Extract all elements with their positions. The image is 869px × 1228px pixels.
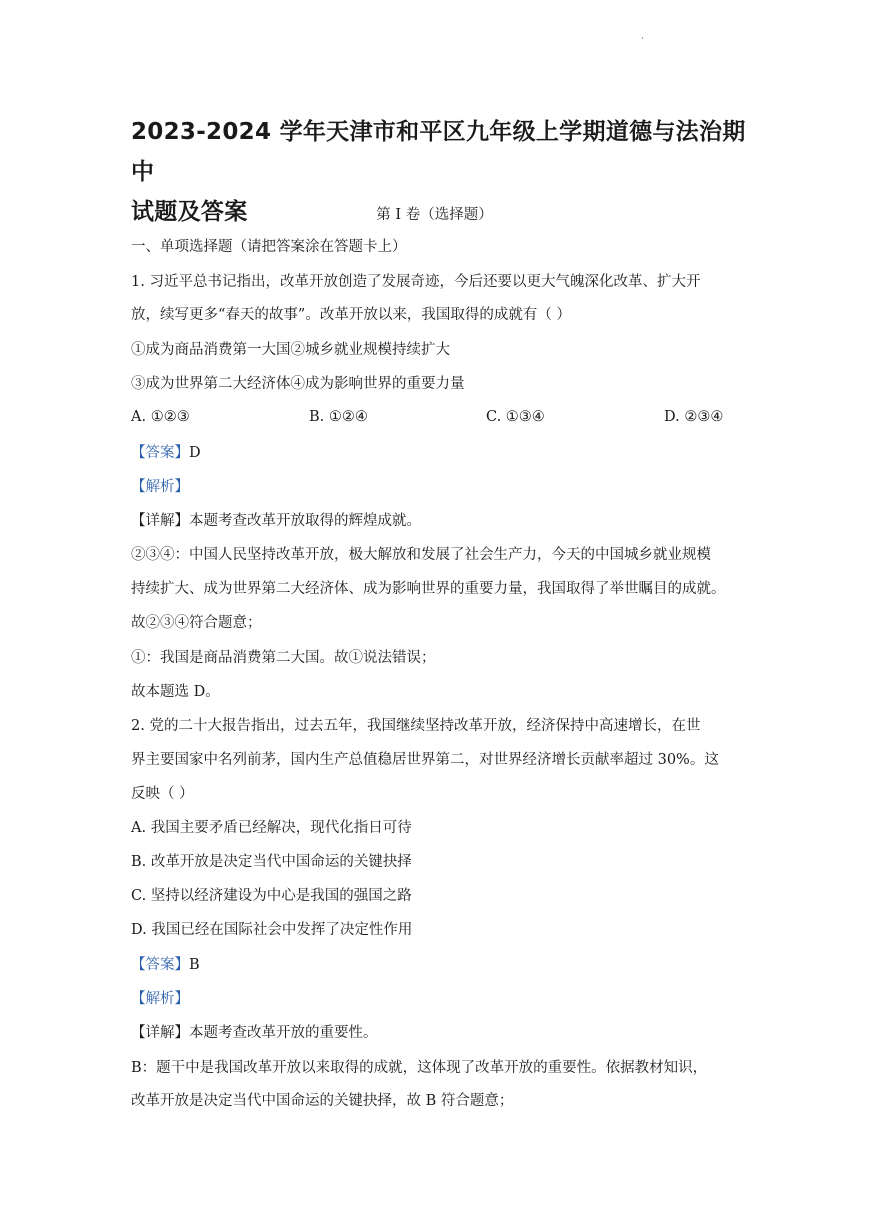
q2-answer — [131, 955, 741, 975]
q1-stem-line-2: 放，续写更多“春天的故事”。改革开放以来，我国取得的成就有（ ） — [131, 307, 571, 323]
q1-item-line-1: ①成为商品消费第一大国②城乡就业规模持续扩大 — [131, 342, 450, 358]
q1-answer-value: D — [189, 445, 201, 461]
q2-option-a: A. 我国主要矛盾已经解决，现代化指日可待 — [131, 820, 412, 836]
q2-detail: 【详解】本题考查改革开放的重要性。 — [131, 1025, 378, 1041]
q1-explanation-line-4: ①：我国是商品消费第二大国。故①说法错误； — [131, 650, 436, 666]
q2-explanation-line-1: B：题干中是我国改革开放以来取得的成就，这体现了改革开放的重要性。依据教材知识， — [131, 1060, 708, 1076]
header-dot: · — [641, 34, 644, 44]
q2-answer-value: B — [189, 957, 200, 973]
q2-answer-tag: 【答案】 — [131, 957, 189, 973]
q1-option-d: D. ②③④ — [664, 409, 724, 425]
section-heading: 第 I 卷（选择题） — [376, 207, 493, 223]
q2-option-b: B. 改革开放是决定当代中国命运的关键抉择 — [131, 854, 412, 870]
q2-option-c: C. 坚持以经济建设为中心是我国的强国之路 — [131, 888, 412, 904]
q2-stem-line-2: 界主要国家中名列前茅，国内生产总值稳居世界第二，对世界经济增长贡献率超过 30%。这 — [131, 752, 719, 768]
part-heading: 一、单项选择题（请把答案涂在答题卡上） — [131, 239, 407, 255]
q1-item-line-2: ③成为世界第二大经济体④成为影响世界的重要力量 — [131, 376, 465, 392]
title-line-1: 2023-2024 学年天津市和平区九年级上学期道德与法治期中 — [131, 119, 746, 185]
q2-stem-line-1: 2. 党的二十大报告指出，过去五年，我国继续坚持改革开放，经济保持中高速增长，在世 — [131, 718, 701, 734]
q1-answer-tag: 【答案】 — [131, 445, 189, 461]
q1-analysis-tag: 【解析】 — [131, 479, 189, 495]
q2-stem-line-3: 反映（ ） — [131, 786, 194, 802]
q1-option-c: C. ①③④ — [486, 409, 545, 425]
q1-option-a: A. ①②③ — [131, 409, 190, 425]
q2-analysis-tag: 【解析】 — [131, 991, 189, 1007]
q1-explanation-line-1: ②③④：中国人民坚持改革开放，极大解放和发展了社会生产力，今天的中国城乡就业规模 — [131, 547, 711, 563]
q1-stem-line-1: 1. 习近平总书记指出，改革开放创造了发展奇迹，今后还要以更大气魄深化改革、扩大开 — [131, 274, 701, 290]
q2-explanation-line-2: 改革开放是决定当代中国命运的关键抉择，故 B 符合题意； — [131, 1093, 514, 1109]
q1-option-b: B. ①②④ — [309, 409, 368, 425]
q1-detail: 【详解】本题考查改革开放取得的辉煌成就。 — [131, 513, 421, 529]
q1-explanation-line-3: 故②③④符合题意； — [131, 615, 262, 631]
q1-answer — [131, 443, 741, 463]
q1-explanation-line-2: 持续扩大、成为世界第二大经济体、成为影响世界的重要力量，我国取得了举世瞩目的成就。 — [131, 581, 726, 597]
q2-option-d: D. 我国已经在国际社会中发挥了决定性作用 — [131, 922, 413, 938]
q1-conclusion: 故本题选 D。 — [131, 684, 220, 700]
title-line-2: 试题及答案 — [131, 199, 248, 225]
